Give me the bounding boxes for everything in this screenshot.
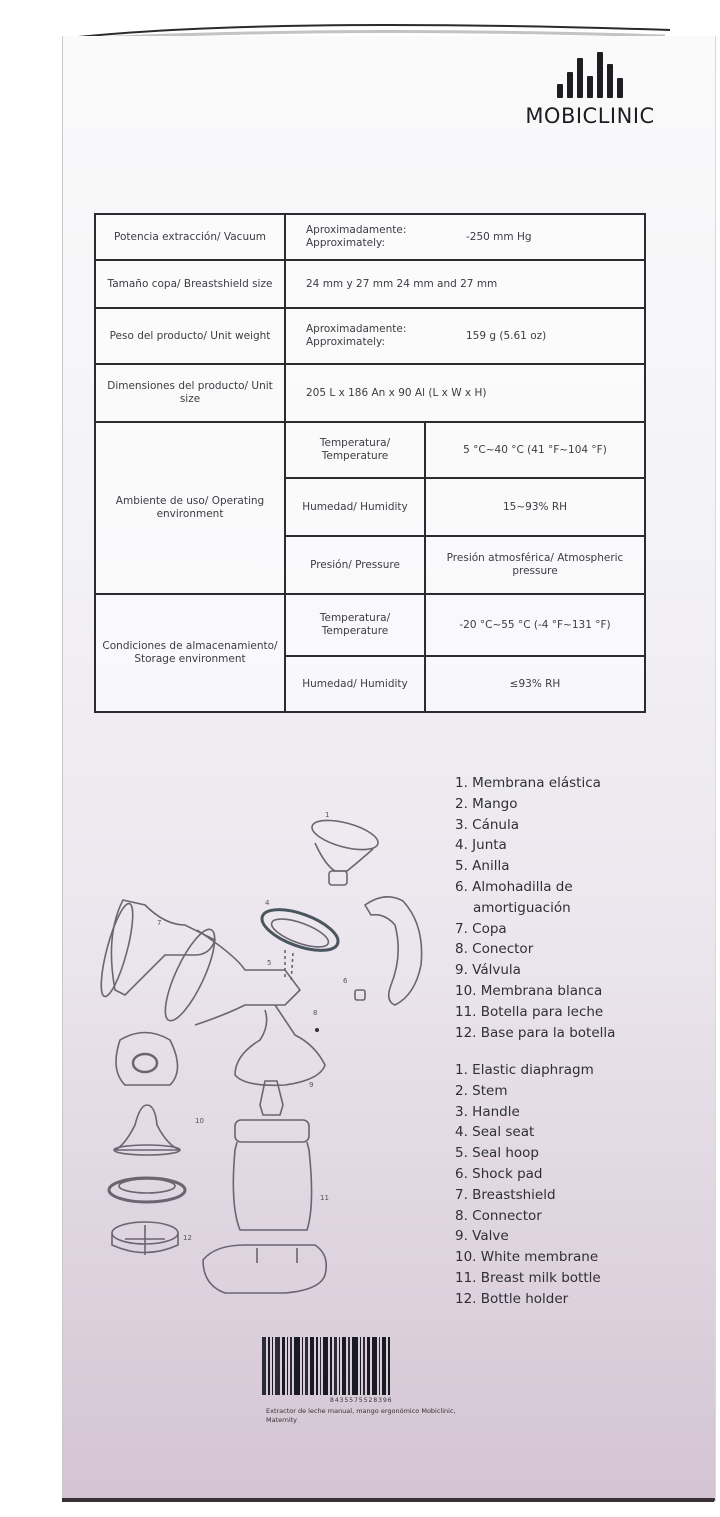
spec-value-text: -20 °C~55 °C (-4 °F~131 °F) xyxy=(425,594,645,656)
spec-param: Temperatura/ Temperature xyxy=(285,594,425,656)
parts-list-item: 2. Stem xyxy=(455,1082,508,1099)
parts-list-item: 8. Conector xyxy=(455,941,534,958)
parts-list-item: 2. Mango xyxy=(455,795,518,812)
parts-list-spanish xyxy=(455,773,615,1043)
spec-value-text: 15~93% RH xyxy=(425,478,645,536)
spec-param: Temperatura/ Temperature xyxy=(285,422,425,478)
svg-text:11: 11 xyxy=(320,1194,329,1202)
spec-row-breastshield xyxy=(95,260,645,308)
logo-bar xyxy=(577,58,583,98)
parts-list-item: amortiguación xyxy=(473,899,571,916)
parts-list-item: 9. Valve xyxy=(455,1228,509,1245)
spec-param: Humedad/ Humidity xyxy=(285,478,425,536)
logo-bar xyxy=(587,76,593,98)
parts-list-item: 5. Seal hoop xyxy=(455,1145,540,1162)
spec-value-text: -250 mm Hg xyxy=(466,230,532,243)
logo-bars-icon xyxy=(500,52,680,98)
parts-list-item: 9. Válvula xyxy=(455,962,521,979)
parts-list-item: 1. Elastic diaphragm xyxy=(455,1062,594,1078)
barcode-icon xyxy=(262,1337,462,1395)
specifications-table xyxy=(94,213,646,713)
parts-list-item: 6. Shock pad xyxy=(455,1165,543,1182)
spec-param: Presión/ Pressure xyxy=(285,536,425,594)
spec-label: Potencia extracción/ Vacuum xyxy=(95,214,285,260)
parts-list-item: 3. Handle xyxy=(455,1103,520,1120)
spec-value-text: Presión atmosférica/ Atmospheric pressure xyxy=(425,536,645,594)
brand-name: MOBICLINIC xyxy=(525,104,655,128)
spec-value-text: 24 mm y 27 mm 24 mm and 27 mm xyxy=(285,260,645,308)
spec-value-text: 5 °C~40 °C (41 °F~104 °F) xyxy=(425,422,645,478)
parts-list-item: 5. Anilla xyxy=(455,858,510,875)
parts-list-item: 1. Membrana elástica xyxy=(455,775,601,791)
spec-param: Humedad/ Humidity xyxy=(285,656,425,712)
spec-value-prefix: Aproximadamente: Approximately: xyxy=(306,224,407,249)
parts-list-item: 11. Botella para leche xyxy=(455,1003,604,1020)
spec-row-weight xyxy=(95,308,645,364)
svg-text:12: 12 xyxy=(183,1234,192,1242)
parts-list-item: 4. Junta xyxy=(455,837,507,854)
svg-text:4: 4 xyxy=(265,899,270,907)
spec-value xyxy=(285,214,645,260)
spec-value-prefix: Aproximadamente: Approximately: xyxy=(306,323,407,348)
spec-row-vacuum xyxy=(95,214,645,260)
parts-list-item: 4. Seal seat xyxy=(455,1124,535,1141)
parts-list-item: 10. Membrana blanca xyxy=(455,982,603,999)
spec-label: Tamaño copa/ Breastshield size xyxy=(95,260,285,308)
spec-group-label-storage: Condiciones de almacenamiento/ Storage environment xyxy=(95,594,285,712)
parts-list-item: 11. Breast milk bottle xyxy=(455,1269,601,1286)
svg-text:6: 6 xyxy=(343,977,348,985)
barcode-number: 8435575528396 xyxy=(330,1397,393,1404)
spec-row-storage-temperature xyxy=(95,594,645,656)
parts-list-item: 12. Base para la botella xyxy=(455,1024,616,1041)
spec-value-text: ≤93% RH xyxy=(425,656,645,712)
svg-text:1: 1 xyxy=(325,811,330,819)
parts-list-item: 7. Breastshield xyxy=(455,1186,556,1203)
spec-value-text: 159 g (5.61 oz) xyxy=(466,329,547,342)
spec-label: Dimensiones del producto/ Unit size xyxy=(95,364,285,422)
parts-list-item: 8. Connector xyxy=(455,1207,542,1224)
parts-list-item: 12. Bottle holder xyxy=(455,1290,569,1307)
svg-text:7: 7 xyxy=(157,919,162,927)
spec-row-size xyxy=(95,364,645,422)
logo-bar xyxy=(617,78,623,98)
brand-logo xyxy=(500,52,680,128)
logo-bar xyxy=(607,64,613,98)
svg-text:9: 9 xyxy=(309,1081,314,1089)
svg-text:8: 8 xyxy=(313,1009,318,1017)
logo-bar xyxy=(567,72,573,98)
spec-value xyxy=(285,308,645,364)
svg-text:10: 10 xyxy=(195,1117,204,1125)
parts-list-item: 10. White membrane xyxy=(455,1249,599,1266)
barcode-description: Extractor de leche manual, mango ergonómico Mobiclinic, Maternity xyxy=(266,1407,456,1424)
logo-bar xyxy=(557,84,563,98)
breast-pump-exploded-diagram xyxy=(85,805,455,1305)
parts-list-item: 6. Almohadilla de xyxy=(455,878,573,895)
logo-bar xyxy=(597,52,603,98)
box-bottom-edge xyxy=(62,1498,714,1502)
parts-list-english xyxy=(455,1060,601,1310)
spec-group-label-operating: Ambiente de uso/ Operating environment xyxy=(95,422,285,594)
svg-text:5: 5 xyxy=(267,959,272,967)
parts-list-item: 3. Cánula xyxy=(455,816,520,833)
spec-row-operating-temperature xyxy=(95,422,645,478)
spec-label: Peso del producto/ Unit weight xyxy=(95,308,285,364)
parts-list-item: 7. Copa xyxy=(455,920,507,937)
spec-value-text: 205 L x 186 An x 90 Al (L x W x H) xyxy=(285,364,645,422)
